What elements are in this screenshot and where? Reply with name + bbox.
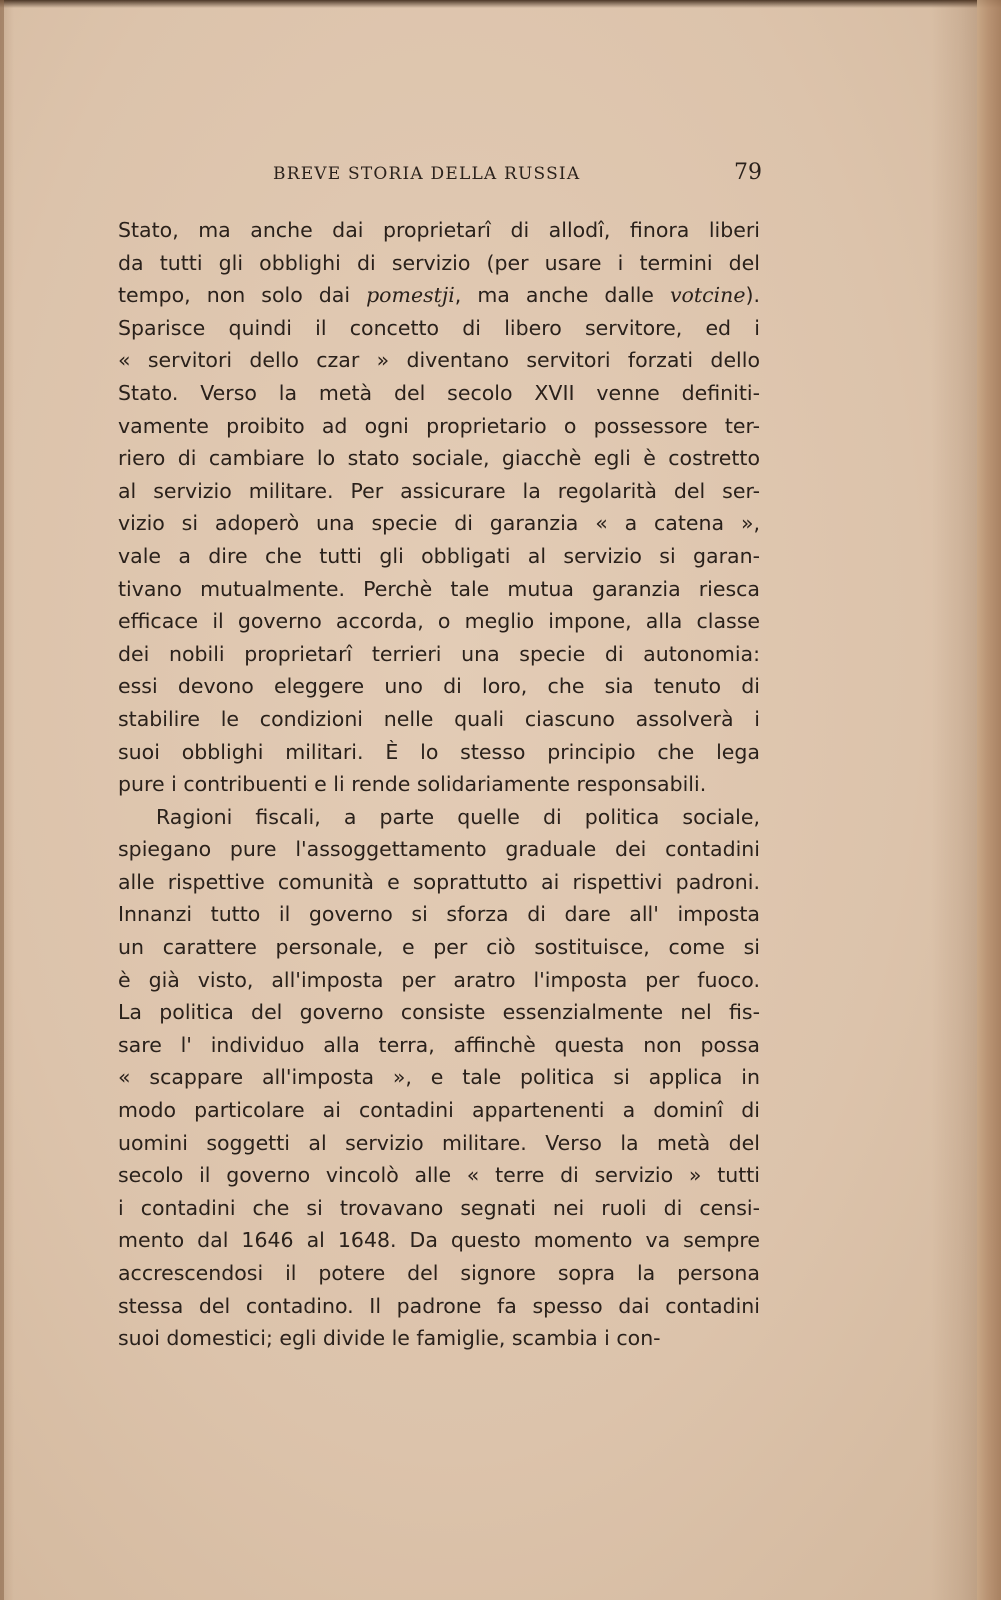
running-title: BREVE STORIA DELLA RUSSIA bbox=[273, 164, 581, 184]
text-line: essi devono eleggere uno di loro, che sia tenuto di bbox=[118, 674, 760, 699]
text-line: La politica del governo consiste essenzialmente nel fis- bbox=[118, 1000, 760, 1025]
text-line: Innanzi tutto il governo si sforza di dare all' imposta bbox=[118, 902, 760, 927]
text-line: efficace il governo accorda, o meglio impone, alla classe bbox=[118, 609, 760, 634]
text-line: è già visto, all'imposta per aratro l'imposta per fuoco. bbox=[118, 967, 760, 992]
text-line: stabilire le condizioni nelle quali ciascuno assolverà i bbox=[118, 706, 760, 731]
text-line: spiegano pure l'assoggettamento graduale dei contadini bbox=[118, 837, 760, 862]
text-line: un carattere personale, e per ciò sostituisce, come si bbox=[118, 935, 760, 960]
text-line: i contadini che si trovavano segnati nei ruoli di censi- bbox=[118, 1195, 760, 1220]
text-line: suoi domestici; egli divide le famiglie, scambia i con- bbox=[118, 1326, 661, 1351]
text-line: alle rispettive comunità e soprattutto ai rispettivi padroni. bbox=[118, 869, 760, 894]
page-number: 79 bbox=[734, 160, 762, 185]
text-line: Stato. Verso la metà del secolo XVII venne definiti- bbox=[118, 380, 760, 405]
text-line: dei nobili proprietarî terrieri una specie di autonomia: bbox=[118, 641, 760, 666]
page-left-edge bbox=[0, 0, 4, 1600]
text-line: al servizio militare. Per assicurare la regolarità del ser- bbox=[118, 478, 760, 503]
text-line: vale a dire che tutti gli obbligati al servizio si garan- bbox=[118, 543, 760, 568]
text-line: accrescendosi il potere del signore sopra la persona bbox=[118, 1261, 760, 1285]
text-line: vamente proibito ad ogni proprietario o possessore ter- bbox=[118, 413, 760, 438]
text-line: modo particolare ai contadini appartenenti a dominî di bbox=[118, 1098, 760, 1123]
text-line: mento dal 1646 al 1648. Da questo momento va sempre bbox=[118, 1228, 760, 1253]
text-line: da tutti gli obblighi di servizio (per usare i termini del bbox=[118, 250, 760, 275]
text-line: suoi obblighi militari. È lo stesso principio che lega bbox=[118, 739, 760, 764]
text-line: tivano mutualmente. Perchè tale mutua garanzia riesca bbox=[118, 576, 760, 601]
page-right-edge bbox=[977, 0, 1001, 1600]
text-line: Stato, ma anche dai proprietarî di allodî, finora liberi bbox=[118, 218, 760, 242]
text-line: Ragioni fiscali, a parte quelle di politica sociale, bbox=[156, 804, 760, 829]
text-line: tempo, non solo dai pomestji, ma anche dalle votcine). bbox=[118, 283, 761, 308]
text-line: uomini soggetti al servizio militare. Verso la metà del bbox=[118, 1130, 760, 1155]
text-line: Sparisce quindi il concetto di libero servitore, ed i bbox=[118, 315, 760, 340]
text-line: pure i contribuenti e li rende solidariamente responsabili. bbox=[118, 772, 707, 797]
body-text bbox=[118, 214, 760, 1355]
text-line: « servitori dello czar » diventano servitori forzati dello bbox=[118, 348, 760, 373]
italic-term: votcine bbox=[669, 283, 746, 308]
text-line: secolo il governo vincolò alle « terre di servizio » tutti bbox=[118, 1163, 760, 1188]
italic-term: pomestji bbox=[366, 283, 455, 308]
text-line: stessa del contadino. Il padrone fa spesso dai contadini bbox=[118, 1293, 760, 1318]
text-line: riero di cambiare lo stato sociale, giacchè egli è costretto bbox=[118, 446, 760, 471]
running-head bbox=[118, 160, 762, 192]
text-line: vizio si adoperò una specie di garanzia « a catena », bbox=[118, 511, 760, 536]
text-line: sare l' individuo alla terra, affinchè questa non possa bbox=[118, 1032, 760, 1057]
text-line: « scappare all'imposta », e tale politica si applica in bbox=[118, 1065, 760, 1090]
